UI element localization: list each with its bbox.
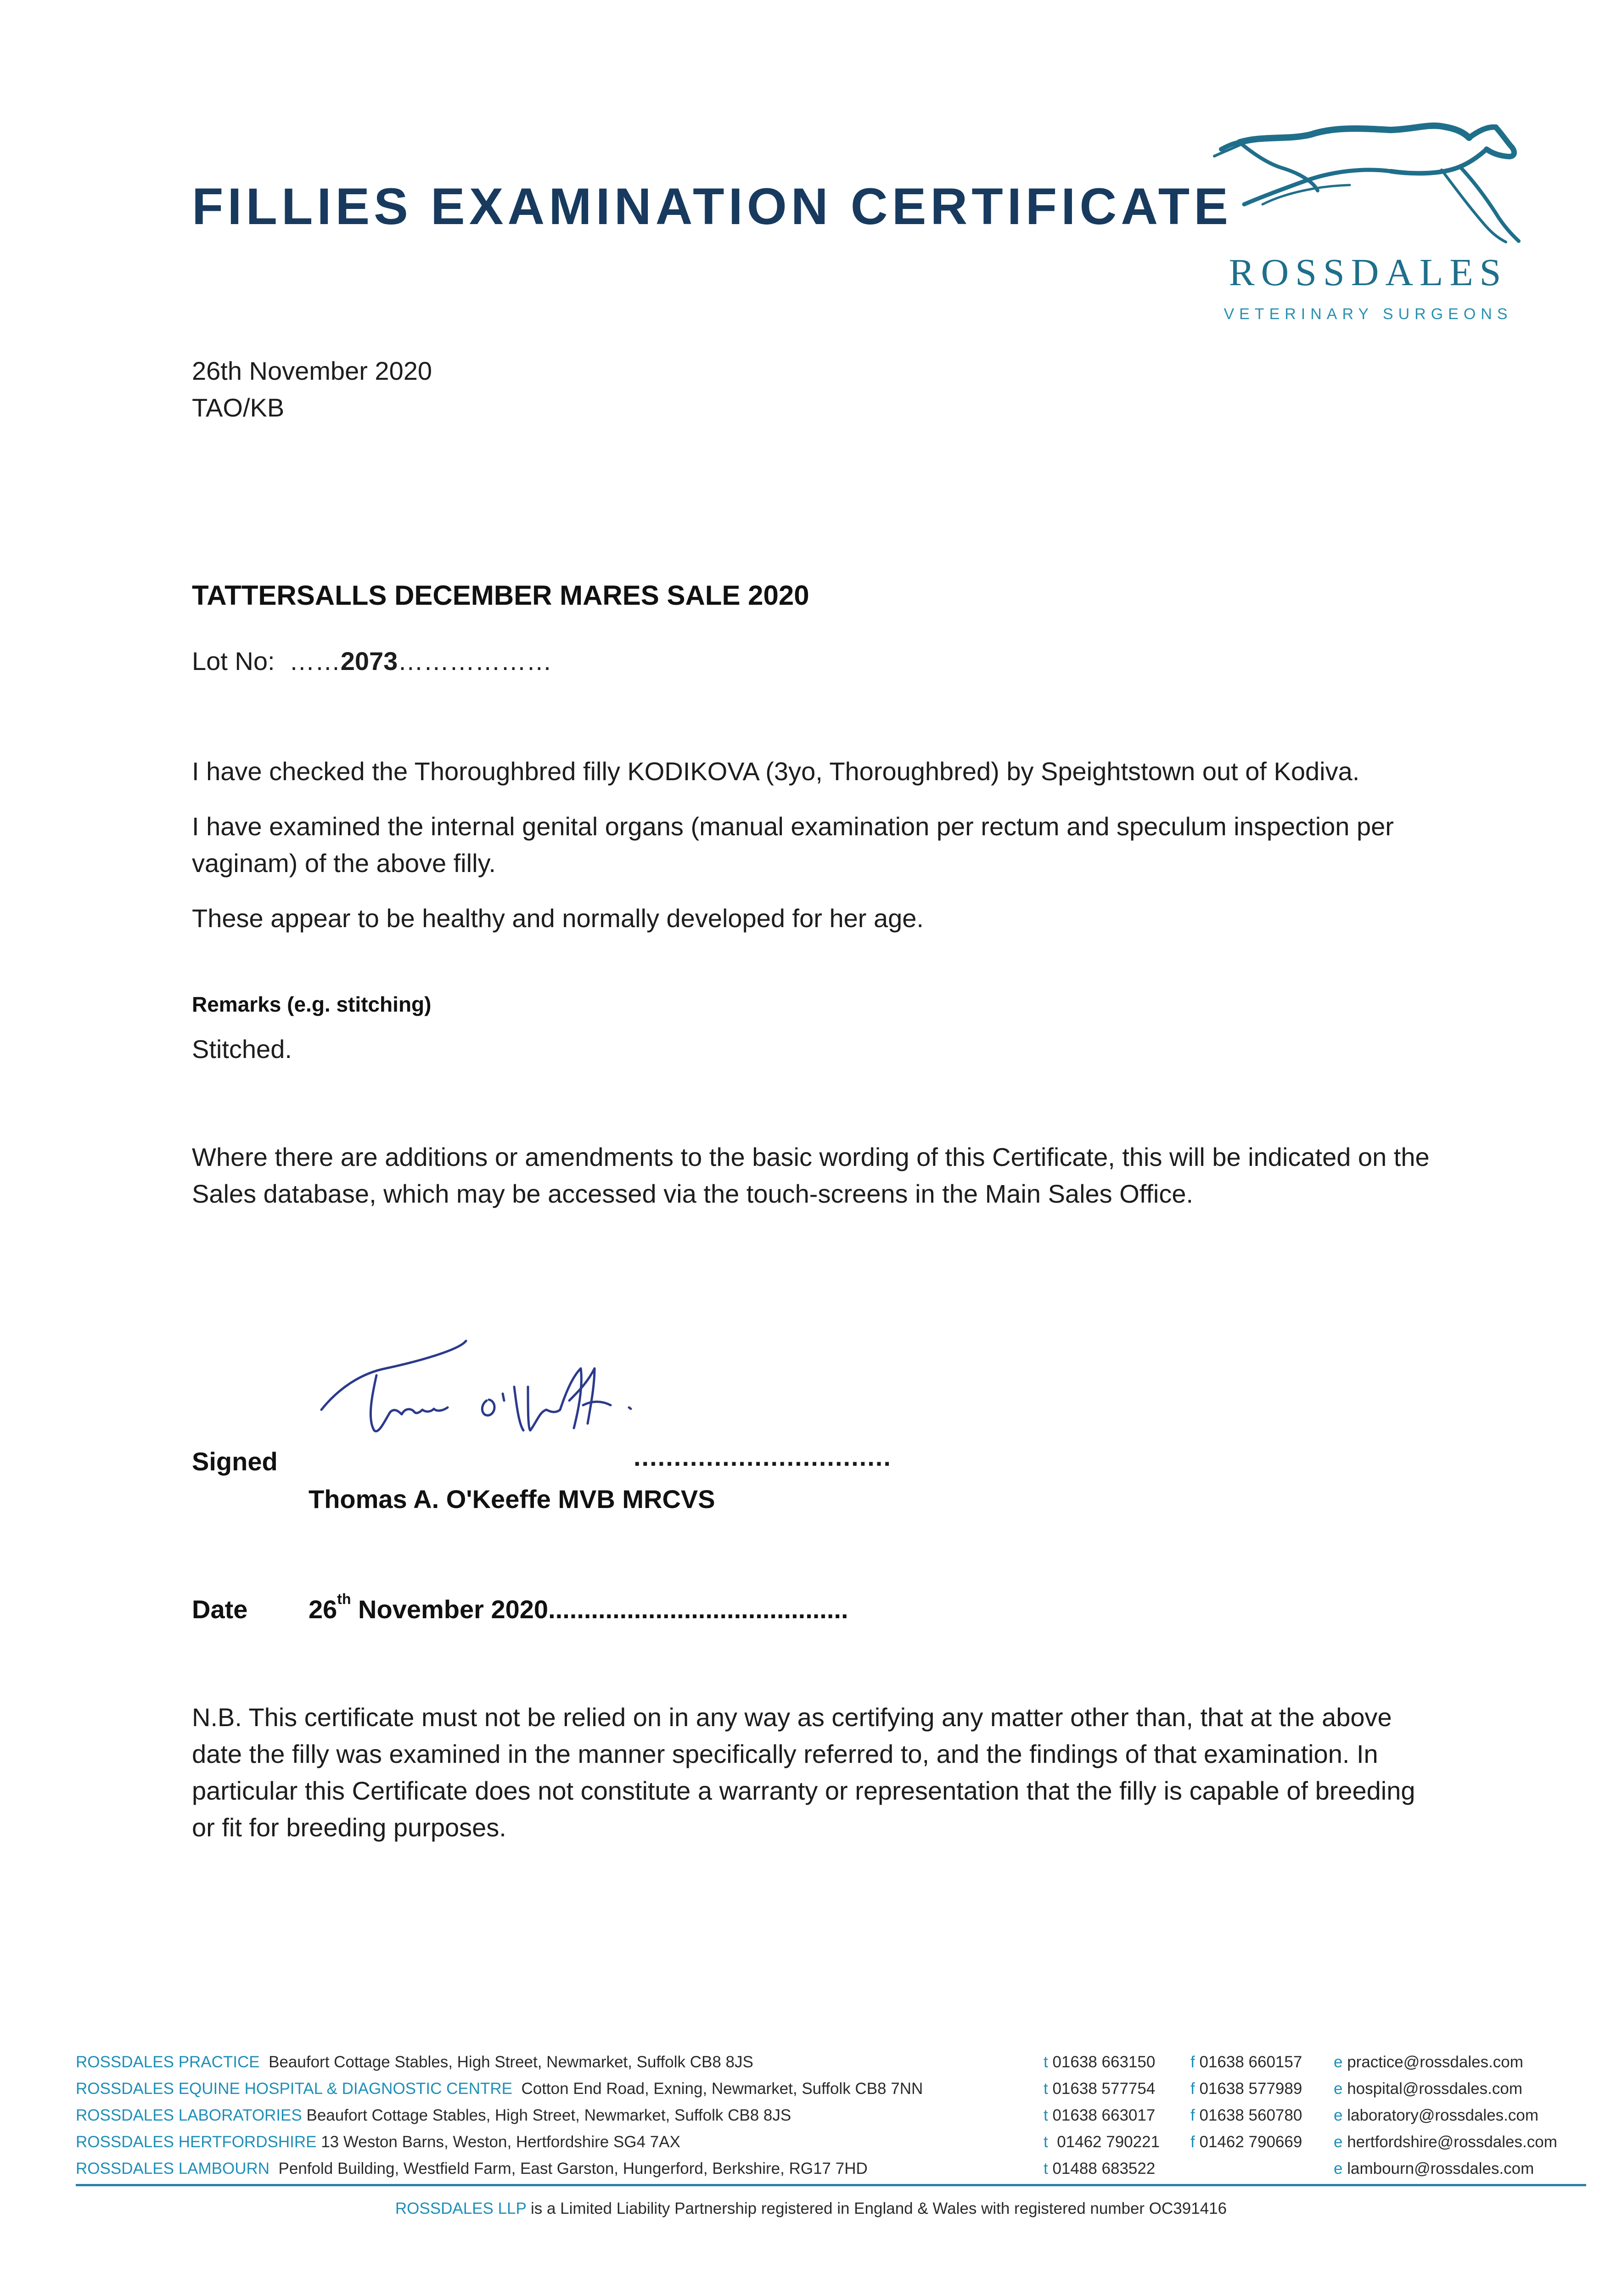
fax-label: f — [1190, 2106, 1195, 2124]
footer-address — [76, 2076, 923, 2102]
footer-row — [76, 2102, 1591, 2129]
lot-leading-dots: …… — [289, 647, 341, 675]
registration-text: is a Limited Liability Partnership registered in England & Wales with registered number OC391416 — [526, 2200, 1227, 2217]
phone-label: t — [1044, 2080, 1048, 2098]
date-dots: .......................................... — [548, 1595, 848, 1624]
paragraph-checked: I have checked the Thoroughbred filly KODIKOVA (3yo, Thoroughbred) by Speightstown out of Kodiva. — [192, 757, 1360, 786]
disclaimer-paragraph: N.B. This certificate must not be relied on in any way as certifying any matter other than, that at the above date the filly was examined in the manner specifically referred to, and the findings of that examination. In particular this Certificate does not constitute a warranty or representation that the filly is capable of breeding or fit for breeding purposes. — [192, 1703, 1415, 1842]
date-label: Date — [192, 1595, 248, 1624]
logo-subtitle: VETERINARY SURGEONS — [1224, 305, 1513, 323]
fax-label: f — [1190, 2053, 1195, 2071]
footer-branch-address: 13 Weston Barns, Weston, Hertfordshire SG4 7AX — [321, 2133, 680, 2151]
footer-row — [76, 2049, 1591, 2076]
phone-number: 01462 790221 — [1057, 2133, 1160, 2151]
certificate-title: FILLIES EXAMINATION CERTIFICATE — [192, 178, 1232, 235]
footer-email — [1334, 2129, 1557, 2155]
footer-email — [1334, 2076, 1522, 2102]
phone-label: t — [1044, 2133, 1048, 2151]
footer-address — [76, 2129, 680, 2155]
footer-fax — [1190, 2049, 1302, 2076]
date-value — [309, 1591, 848, 1624]
phone-number: 01638 663150 — [1052, 2053, 1156, 2071]
footer-address — [76, 2049, 753, 2076]
footer-row — [76, 2076, 1591, 2102]
email-address: hertfordshire@rossdales.com — [1347, 2133, 1557, 2151]
footer-email — [1334, 2049, 1523, 2076]
fax-number: 01462 790669 — [1199, 2133, 1302, 2151]
date-day: 26 — [309, 1595, 337, 1624]
email-address: practice@rossdales.com — [1347, 2053, 1523, 2071]
email-address: laboratory@rossdales.com — [1347, 2106, 1539, 2124]
footer-fax — [1190, 2102, 1302, 2129]
email-label: e — [1334, 2053, 1343, 2071]
email-label: e — [1334, 2106, 1343, 2124]
fax-label: f — [1190, 2133, 1195, 2151]
paragraph-healthy: These appear to be healthy and normally developed for her age. — [192, 904, 924, 933]
footer-branch-name: ROSSDALES LAMBOURN — [76, 2160, 270, 2178]
amendments-paragraph: Where there are additions or amendments to the basic wording of this Certificate, this will be indicated on the Sales database, which may be accessed via the touch-screens in the Main Sales Office. — [192, 1142, 1430, 1208]
footer-phone — [1044, 2129, 1160, 2155]
footer-branch-address: Beaufort Cottage Stables, High Street, Newmarket, Suffolk CB8 8JS — [269, 2053, 753, 2071]
registration-line — [0, 2200, 1622, 2218]
logo-wordmark: ROSSDALES — [1229, 251, 1508, 294]
email-address: hospital@rossdales.com — [1347, 2080, 1523, 2098]
phone-label: t — [1044, 2160, 1048, 2178]
email-label: e — [1334, 2080, 1343, 2098]
sale-title: TATTERSALLS DECEMBER MARES SALE 2020 — [192, 580, 809, 611]
fax-number: 01638 560780 — [1199, 2106, 1302, 2124]
footer-branch-name: ROSSDALES EQUINE HOSPITAL & DIAGNOSTIC CENTRE — [76, 2080, 513, 2098]
email-label: e — [1334, 2160, 1343, 2178]
reference-date: 26th November 2020 — [192, 356, 432, 385]
paragraph-examined: I have examined the internal genital organs (manual examination per rectum and speculum inspection per vaginam) of the above filly. — [192, 812, 1394, 878]
handwritten-signature — [312, 1332, 643, 1469]
phone-number: 01638 577754 — [1052, 2080, 1156, 2098]
footer-phone — [1044, 2076, 1155, 2102]
footer-fax — [1190, 2076, 1302, 2102]
footer-branch-name: ROSSDALES LABORATORIES — [76, 2106, 302, 2124]
horse-logo-icon — [1212, 113, 1524, 264]
registration-name: ROSSDALES LLP — [395, 2200, 527, 2217]
footer-phone — [1044, 2049, 1155, 2076]
reference-block — [192, 353, 432, 426]
footer-branch-address: Cotton End Road, Exning, Newmarket, Suffolk CB8 7NN — [521, 2080, 923, 2098]
date-rest: November 2020 — [351, 1595, 549, 1624]
reference-code: TAO/KB — [192, 393, 285, 422]
phone-label: t — [1044, 2053, 1048, 2071]
footer-email — [1334, 2155, 1534, 2182]
phone-label: t — [1044, 2106, 1048, 2124]
footer-phone — [1044, 2155, 1155, 2182]
fax-number: 01638 577989 — [1199, 2080, 1302, 2098]
lot-number: 2073 — [340, 647, 398, 675]
date-ordinal: th — [337, 1591, 351, 1607]
fax-label: f — [1190, 2080, 1195, 2098]
remarks-label: Remarks (e.g. stitching) — [192, 992, 432, 1016]
phone-number: 01638 663017 — [1052, 2106, 1156, 2124]
footer-phone — [1044, 2102, 1155, 2129]
footer-branch-address: Beaufort Cottage Stables, High Street, Newmarket, Suffolk CB8 8JS — [306, 2106, 791, 2124]
footer-contacts — [76, 2049, 1591, 2182]
footer-email — [1334, 2102, 1538, 2129]
signed-label: Signed — [192, 1447, 278, 1476]
footer-branch-name: ROSSDALES HERTFORDSHIRE — [76, 2133, 317, 2151]
phone-number: 01488 683522 — [1052, 2160, 1156, 2178]
footer-divider — [76, 2184, 1586, 2186]
footer-row — [76, 2129, 1591, 2155]
email-label: e — [1334, 2133, 1343, 2151]
signature-dots: ................................ — [634, 1442, 892, 1471]
lot-trailing-dots: ……………… — [398, 647, 552, 675]
footer-branch-address: Penfold Building, Westfield Farm, East Garston, Hungerford, Berkshire, RG17 7HD — [278, 2160, 868, 2178]
lot-label: Lot No: — [192, 647, 275, 675]
signer-name: Thomas A. O'Keeffe MVB MRCVS — [309, 1485, 715, 1514]
footer-row — [76, 2155, 1591, 2182]
remarks-value: Stitched. — [192, 1035, 292, 1064]
lot-line — [192, 643, 552, 680]
footer-address — [76, 2155, 868, 2182]
fax-number: 01638 660157 — [1199, 2053, 1302, 2071]
footer-branch-name: ROSSDALES PRACTICE — [76, 2053, 260, 2071]
footer-fax — [1190, 2129, 1302, 2155]
footer-address — [76, 2102, 791, 2129]
rossdales-logo — [1212, 113, 1524, 333]
email-address: lambourn@rossdales.com — [1347, 2160, 1534, 2178]
